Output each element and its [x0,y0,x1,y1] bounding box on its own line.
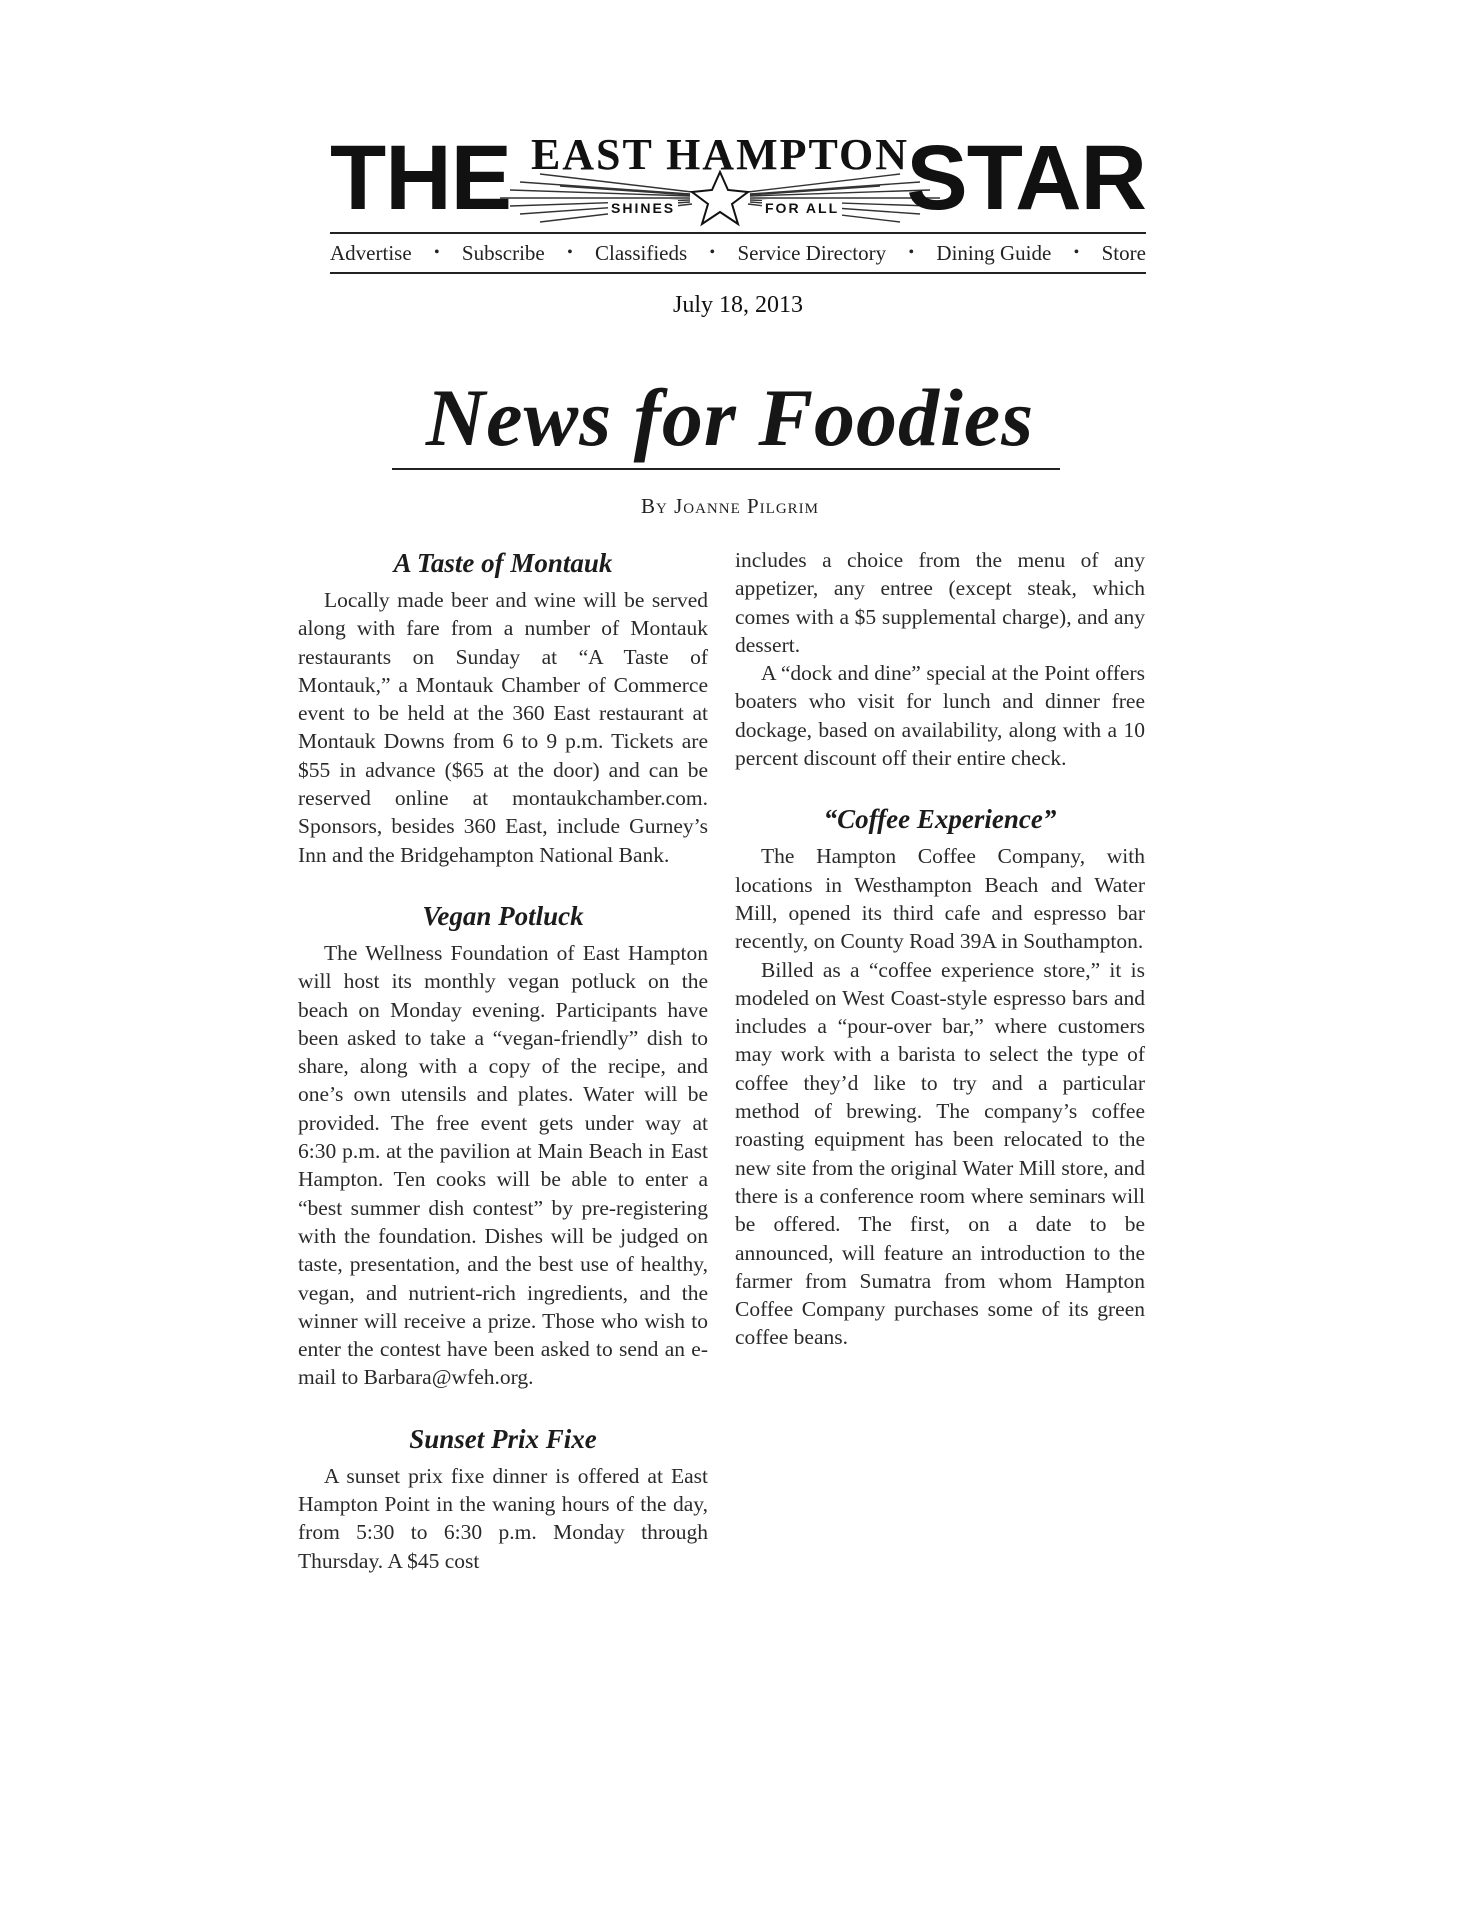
section-title-sunset: Sunset Prix Fixe [409,1423,597,1454]
nav-classifieds[interactable]: Classifieds [595,240,688,265]
nav-separator: • [1073,244,1080,261]
masthead-tag-right: FOR ALL [762,200,842,216]
article-byline: By Joanne Pilgrim [640,494,819,518]
headline-rule [392,468,1060,470]
nav-subscribe[interactable]: Subscribe [461,240,545,265]
section-title-vegan: Vegan Potluck [422,900,584,931]
nav-store[interactable]: Store [1101,240,1146,265]
nav-separator: • [908,244,915,261]
masthead-tag-left: SHINES [608,200,678,216]
nav-separator: • [709,244,716,261]
section-body-coffee-2: Billed as a “coffee experience store,” it is modeled on West Coast-style espresso bars and includes a “pour-over bar,” where customers may work with a barista to select the type of coffee they’d like to try and a particular method of brewing. The company’s coffee roasting equipment has been relocated to the new site from the original Water Mill store, and there is a conference room where seminars will be offered. The first, on a date to be announced, will feature an introduction to the farmer from Sumatra from whom Hampton Coffee Company purchases some of its green coffee beans. [735,957,1145,1350]
masthead[interactable] [330,128,1146,228]
masthead-star: STAR [906,127,1146,229]
section-title-montauk: A Taste of Montauk [393,548,613,578]
article-column-left [298,546,708,1575]
section-body-coffee: The Hampton Coffee Company, with locations in Westhampton Beach and Water Mill, opened its third cafe and espresso bar recently, on County Road 39A in Southampton. [735,844,1145,954]
section-body-sunset-continued: includes a choice from the menu of any appetizer, any entree (except steak, which comes with a $5 supplemental charge), and any dessert. [735,548,1145,657]
nav-dining-guide[interactable]: Dining Guide [936,240,1052,265]
masthead-center [500,128,940,228]
section-body-montauk: Locally made beer and wine will be served along with fare from a number of Montauk restaurants on Sunday at “A Taste of Montauk,” a Montauk Chamber of Commerce event to be held at the 360 East restaurant at Montauk Downs from 6 to 9 p.m. Tickets are $55 in advance ($65 at the door) and can be reserved online at montaukchamber.com. Sponsors, besides 360 East, include Gurney’s Inn and the Bridgehampton National Bank. [298,588,708,867]
section-body-sunset-dock: A “dock and dine” special at the Point offers boaters who visit for lunch and dinner free dockage, based on availability, along with a 10 percent discount off their entire check. [735,661,1145,771]
nav-service-directory[interactable]: Service Directory [737,240,887,265]
publication-date: July 18, 2013 [672,292,803,318]
article-column-right [735,546,1145,1352]
article-headline: News for Foodies [425,372,1035,463]
nav-separator: • [567,244,573,261]
nav-bottom-rule [330,272,1146,274]
site-nav [330,236,1146,270]
masthead-east-hampton: EAST HAMPTON [530,130,910,179]
section-body-vegan: The Wellness Foundation of East Hampton will host its monthly vegan potluck on the beach on Monday evening. Participants have been asked to take a “vegan-friendly” dish to share, along with a copy of the recipe, and one’s own utensils and plates. Water will be provided. The free event gets under way at 6:30 p.m. at the pavilion at Main Beach in East Hampton. Ten cooks will be able to enter a “best summer dish contest” by pre-registering with the foundation. Dishes will be judged on taste, presentation, and the best use of healthy, vegan, and nutrient-rich ingredients, and the winner will receive a prize. Those who wish to enter the contest have been asked to send an e-mail to Barbara@wfeh.org. [298,940,708,1390]
masthead-the: THE [330,127,511,229]
nav-separator: • [433,244,440,261]
section-title-coffee: “Coffee Experience” [823,804,1057,835]
nav-advertise[interactable]: Advertise [330,240,412,265]
section-body-sunset: A sunset prix fixe dinner is offered at East Hampton Point in the waning hours of the day, from 5:30 to 6:30 p.m. Monday through Thursday. A $45 cost [298,1463,708,1573]
nav-top-rule [330,232,1146,234]
